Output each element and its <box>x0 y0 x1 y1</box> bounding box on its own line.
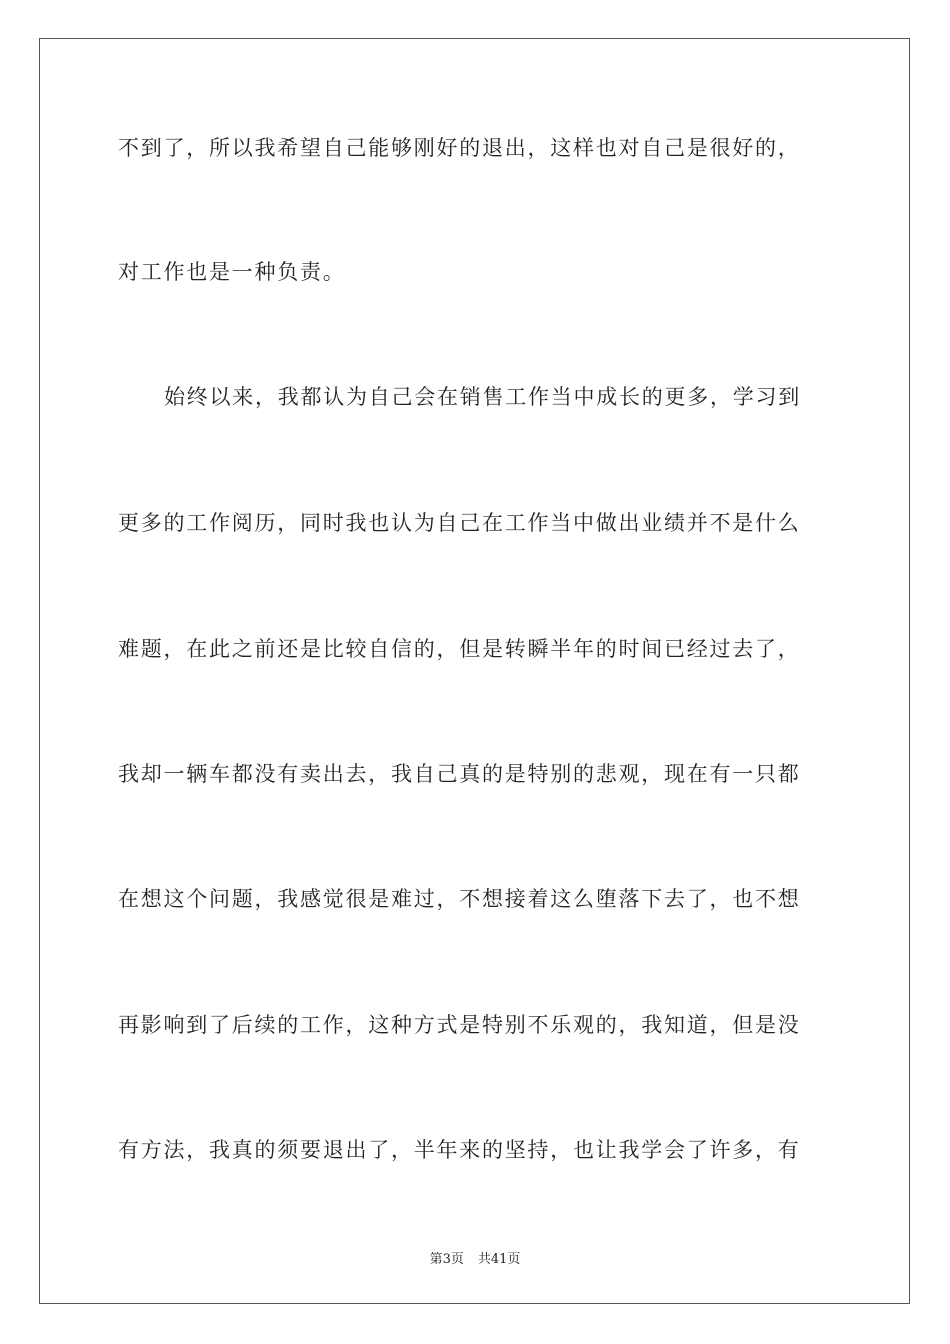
text-line-7: 在想这个问题，我感觉很是难过，不想接着这么堕落下去了，也不想 <box>118 887 801 911</box>
text-line-9: 有方法，我真的须要退出了，半年来的坚持，也让我学会了许多，有 <box>118 1138 801 1162</box>
page-frame <box>39 38 910 1304</box>
text-line-8: 再影响到了后续的工作，这种方式是特别不乐观的，我知道，但是没 <box>118 1013 801 1037</box>
text-line-4: 更多的工作阅历，同时我也认为自己在工作当中做出业绩并不是什么 <box>118 511 801 535</box>
text-line-5: 难题，在此之前还是比较自信的，但是转瞬半年的时间已经过去了， <box>118 637 801 661</box>
text-line-3: 始终以来，我都认为自己会在销售工作当中成长的更多，学习到 <box>164 385 801 409</box>
page-footer <box>0 1248 950 1267</box>
text-line-1: 不到了，所以我希望自己能够刚好的退出，这样也对自己是很好的， <box>118 136 801 160</box>
page-total: 共41页 <box>477 1252 521 1267</box>
text-line-2: 对工作也是一种负责。 <box>118 260 346 284</box>
text-line-6: 我却一辆车都没有卖出去，我自己真的是特别的悲观，现在有一只都 <box>118 762 801 786</box>
page-number: 第3页 <box>429 1252 464 1267</box>
